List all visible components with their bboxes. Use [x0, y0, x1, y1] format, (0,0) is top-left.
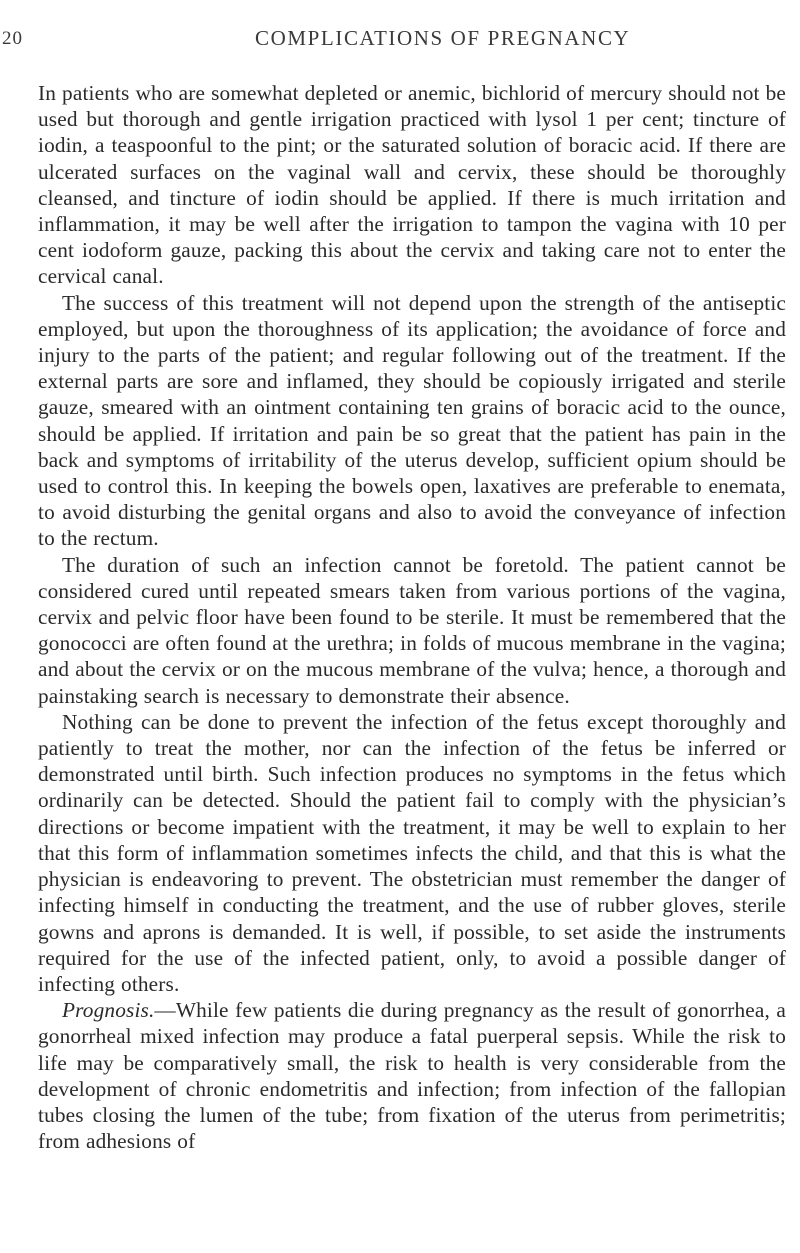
paragraph-duration: The duration of such an infection cannot be foretold. The patient cannot be considered cured until repeated smears taken from various portions of the vagina, cervix and pelvic floor have been found to be sterile. It must be remembered that the gonococci are often found at the urethra; in folds of mucous membrane in the vagina; and about the cervix or on the mucous membrane of the vulva; hence, a thorough and painstaking search is necessary to demonstrate their absence. — [38, 552, 786, 708]
paragraph-fetus-infection: Nothing can be done to prevent the infection of the fetus except thoroughly and patiently to treat the mother, nor can the infection of the fetus be inferred or demonstrated until birth. Such infection produces no symptoms in the fetus which ordinarily can be detected. Should the patient fail to comply with the physician’s directions or become impatient with the treatment, it may be well to explain to her that this form of inflammation sometimes infects the child, and that this is what the physician is endeavoring to prevent. The obstetrician must remember the danger of infecting himself in conducting the treatment, and the use of rubber gloves, sterile gowns and aprons is demanded. It is well, if possible, to set aside the instruments required for the use of the infected patient, only, to avoid a possible danger of infecting others. — [38, 709, 786, 996]
prognosis-heading: Prognosis. — [62, 998, 155, 1023]
paragraph-prognosis — [38, 997, 786, 1154]
page-number: 20 — [2, 28, 23, 49]
paragraph-treatment-success: The success of this treatment will not depend upon the strength of the antiseptic employed, but upon the thoroughness of its application; the avoidance of force and injury to the parts of the patient; and regular following out of the treatment. If the external parts are sore and inflamed, they should be copiously irrigated and sterile gauze, smeared with an ointment containing ten grains of boracic acid to the ounce, should be applied. If irritation and pain be so great that the patient has pain in the back and symptoms of irritability of the uterus develop, sufficient opium should be used to control this. In keeping the bowels open, laxatives are preferable to enemata, to avoid disturbing the genital organs and also to avoid the conveyance of infection to the rectum. — [38, 290, 786, 551]
prognosis-text: —While few patients die during pregnancy as the result of gonorrhea, a gonorrheal mixed infection may produce a fatal puerperal sepsis. While the risk to life may be comparatively small, the risk to health is very considerable from the development of chronic endometritis and infection; from infection of the fallopian tubes closing the lumen of the tube; from fixation of the uterus from perimetritis; from adhesions of — [38, 998, 786, 1154]
paragraph-treatment-irrigation: In patients who are somewhat depleted or anemic, bichlorid of mercury should not be used but thorough and gentle irrigation practiced with lysol 1 per cent; tincture of iodin, a teaspoonful to the pint; or the saturated solution of boracic acid. If there are ulcerated surfaces on the vaginal wall and cervix, these should be thoroughly cleansed, and tincture of iodin should be applied. If there is much irritation and inflammation, it may be well after the irrigation to tampon the vagina with 10 per cent iodoform gauze, packing this about the cervix and taking care not to enter the cervical canal. — [38, 81, 786, 289]
body-text — [38, 80, 786, 1154]
running-head: COMPLICATIONS OF PREGNANCY — [255, 26, 631, 50]
